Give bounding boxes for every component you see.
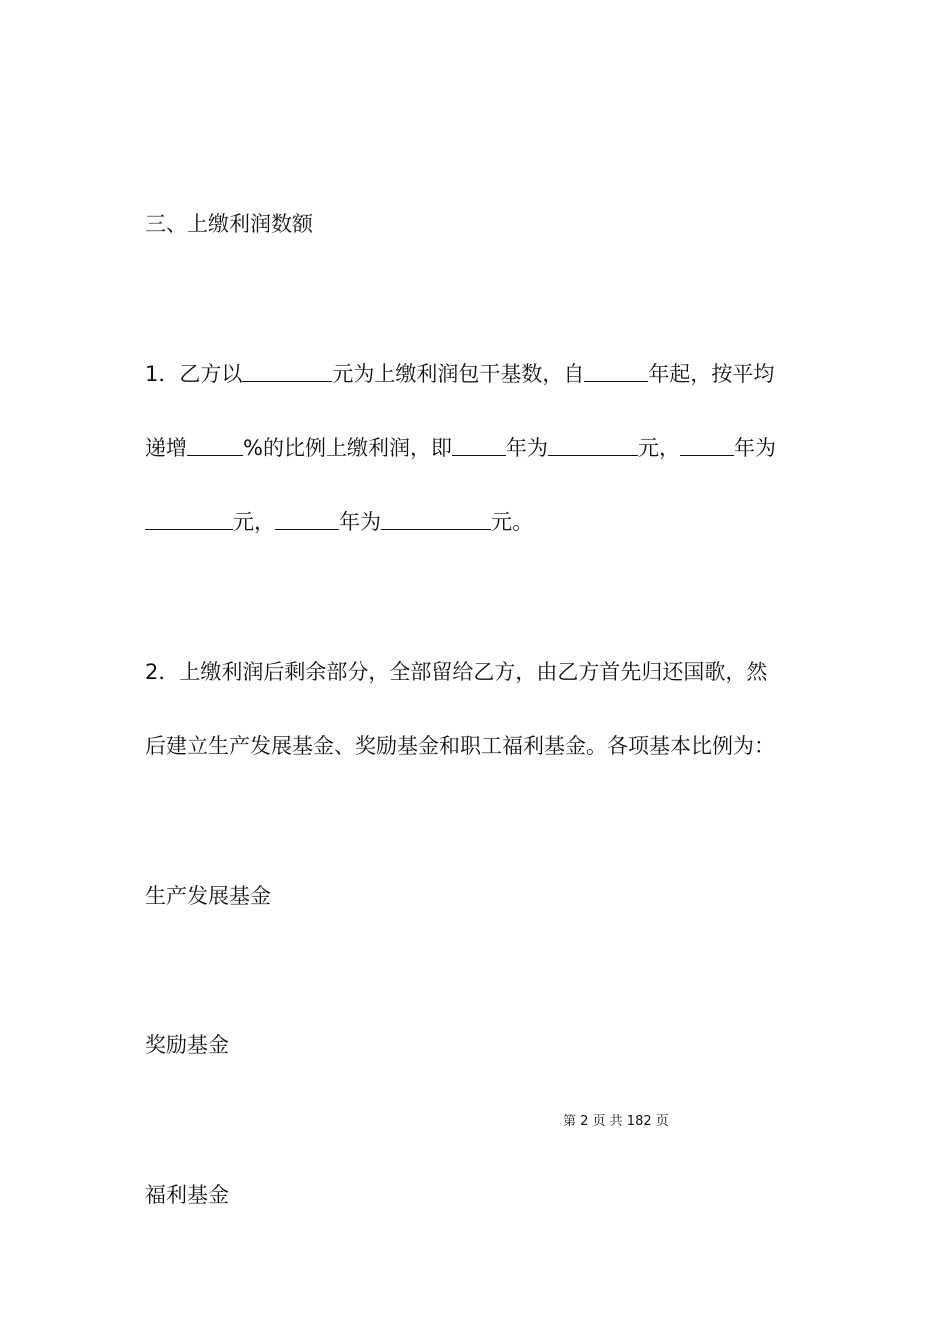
- blank-amount-2[interactable]: [145, 508, 233, 530]
- blank-base-amount[interactable]: [242, 360, 332, 382]
- item1-line2: 递增 %的比例上缴利润，即 年为 元， 年为: [145, 436, 776, 460]
- blank-amount-3[interactable]: [381, 508, 491, 530]
- page-number: 第 2 页 共 182 页: [563, 1114, 669, 1129]
- fund-production: 生产发展基金: [145, 884, 271, 908]
- fund-reward: 奖励基金: [145, 1033, 229, 1057]
- item1-line1: 1．乙方以 元为上缴利润包干基数，自 年起，按平均: [145, 362, 775, 386]
- blank-year-2[interactable]: [680, 434, 734, 456]
- item1-line3: 元， 年为 元。: [145, 508, 533, 536]
- blank-increase-rate[interactable]: [187, 434, 243, 456]
- blank-year-1[interactable]: [452, 434, 506, 456]
- fund-welfare: 福利基金: [145, 1183, 229, 1207]
- blank-year-3[interactable]: [275, 508, 339, 530]
- item2-line2: 后建立生产发展基金、奖励基金和职工福利基金。各项基本比例为：: [145, 734, 775, 758]
- blank-amount-1[interactable]: [548, 434, 638, 456]
- blank-start-year[interactable]: [584, 360, 648, 382]
- section-heading: 三、上缴利润数额: [145, 212, 313, 236]
- item2-line1: 2．上缴利润后剩余部分，全部留给乙方，由乙方首先归还国歌，然: [145, 660, 768, 684]
